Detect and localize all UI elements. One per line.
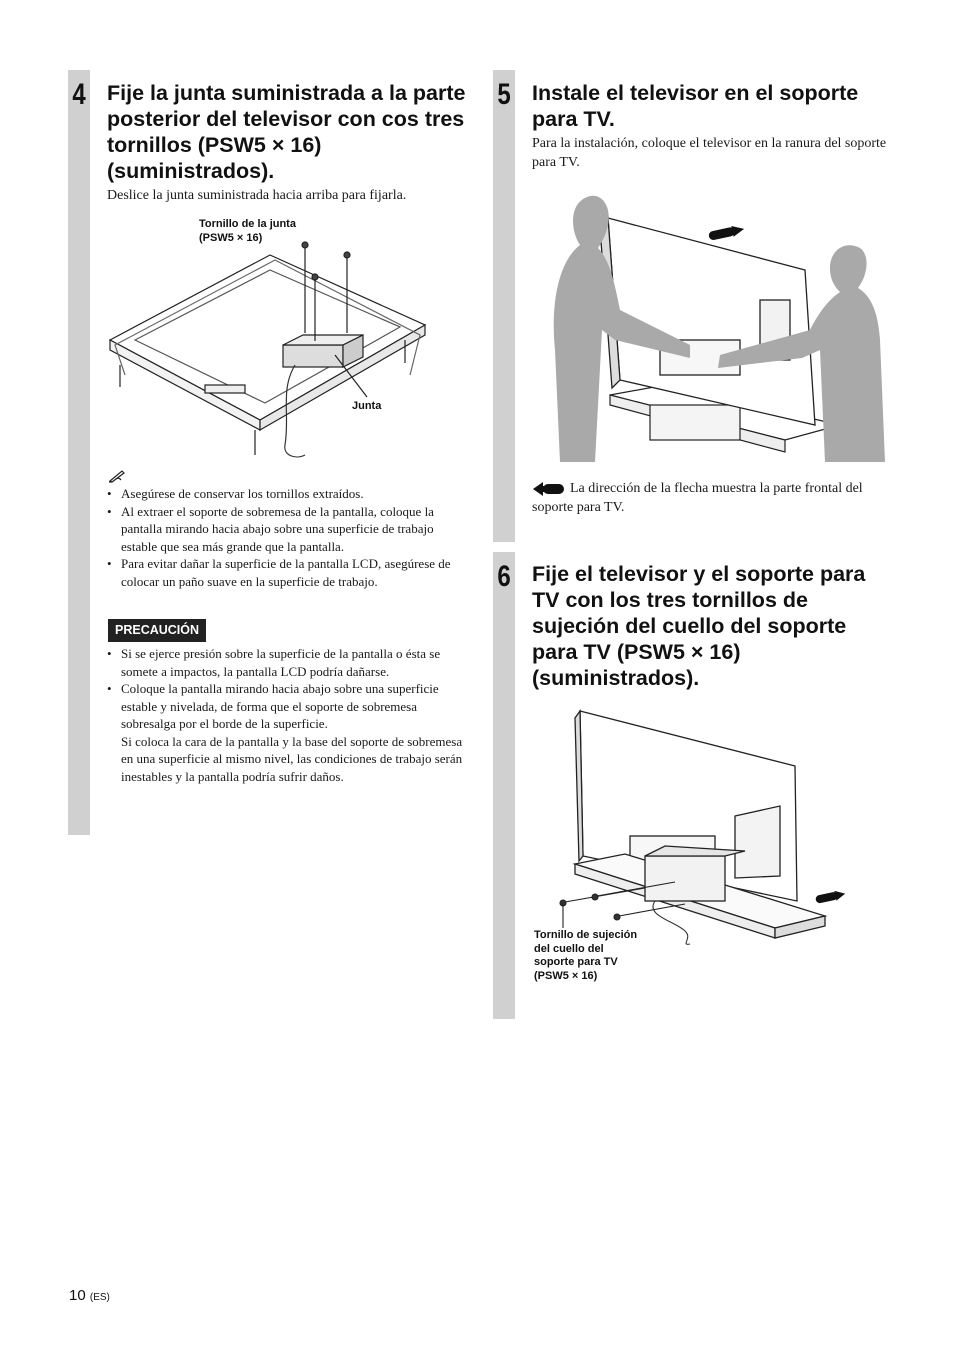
step6-screw-label bbox=[534, 929, 637, 983]
step6-number: 6 bbox=[497, 560, 511, 593]
note-item: • Asegúrese de conservar los tornillos extraídos. bbox=[107, 485, 463, 503]
step5-figure-install-tv bbox=[540, 190, 885, 462]
step5-instruction: Para la instalación, coloque el televisor en la ranura del soporte para TV. bbox=[532, 136, 887, 170]
caution-label: PRECAUCIÓN bbox=[108, 619, 206, 642]
step4-instruction: Deslice la junta suministrada hacia arriba para fijarla. bbox=[107, 188, 407, 203]
step4-junta-label: Junta bbox=[352, 400, 382, 412]
step4-caution-list bbox=[107, 645, 463, 785]
caution-item: • Si se ejerce presión sobre la superficie de la pantalla o ésta se somete a impactos, la pantalla LCD podría dañarse. bbox=[107, 645, 463, 680]
caution-item-continuation: Si coloca la cara de la pantalla y la base del soporte de sobremesa en una superficie al mismo nivel, las condiciones de trabajo serán inestables y la pantalla podría sufrir daños. bbox=[121, 733, 463, 784]
step6-screw-label-line: (PSW5 × 16) bbox=[534, 969, 598, 982]
step6-sidebar-bar bbox=[493, 552, 515, 1019]
step4-screw-label-line1: Tornillo de la junta bbox=[199, 218, 296, 230]
step4-sidebar-bar bbox=[68, 70, 90, 835]
step5-heading: Instale el televisor en el soporte para TV. bbox=[532, 81, 859, 131]
step6-figure-tv-on-stand bbox=[535, 706, 880, 951]
step5-number: 5 bbox=[497, 78, 511, 111]
step6-heading: Fije el televisor y el soporte para TV con los tres tornillos de sujeción del cuello del soporte para TV (PSW5 × 16) (suministrados). bbox=[532, 562, 866, 690]
page-number-value: 10 bbox=[69, 1287, 86, 1304]
language-code: (ES) bbox=[89, 1292, 110, 1303]
step4-number: 4 bbox=[72, 78, 86, 111]
note-item: • Para evitar dañar la superficie de la pantalla LCD, asegúrese de colocar un paño suave en la superficie de trabajo. bbox=[107, 555, 463, 590]
step5-arrow-note: La dirección de la flecha muestra la parte frontal del soporte para TV. bbox=[532, 481, 863, 515]
caution-item-text: Coloque la pantalla mirando hacia abajo sobre una superficie estable y nivelada, de forma que el soporte de sobremesa sobresalga por el borde de la superficie. bbox=[121, 681, 439, 731]
step4-screw-label bbox=[199, 218, 296, 245]
step4-notes-list bbox=[107, 485, 463, 590]
step4-screw-label-line2: (PSW5 × 16) bbox=[199, 231, 263, 244]
note-item: • Al extraer el soporte de sobremesa de la pantalla, coloque la pantalla mirando hacia abajo sobre una superficie de trabajo estable que sea más grande que la pantalla. bbox=[107, 503, 463, 556]
step6-screw-label-line: soporte para TV bbox=[534, 956, 618, 968]
step4-heading: Fije la junta suministrada a la parte posterior del televisor con cos tres tornillos (PSW5 × 16) (suministrados). bbox=[107, 81, 466, 183]
caution-item bbox=[107, 680, 463, 785]
step4-figure-tv-facedown bbox=[105, 215, 475, 465]
pencil-note-icon bbox=[108, 469, 126, 483]
page-number bbox=[69, 1287, 110, 1304]
step6-screw-label-line: del cuello del bbox=[534, 942, 604, 955]
step6-screw-label-line: Tornillo de sujeción bbox=[534, 929, 638, 941]
step5-sidebar-bar bbox=[493, 70, 515, 542]
